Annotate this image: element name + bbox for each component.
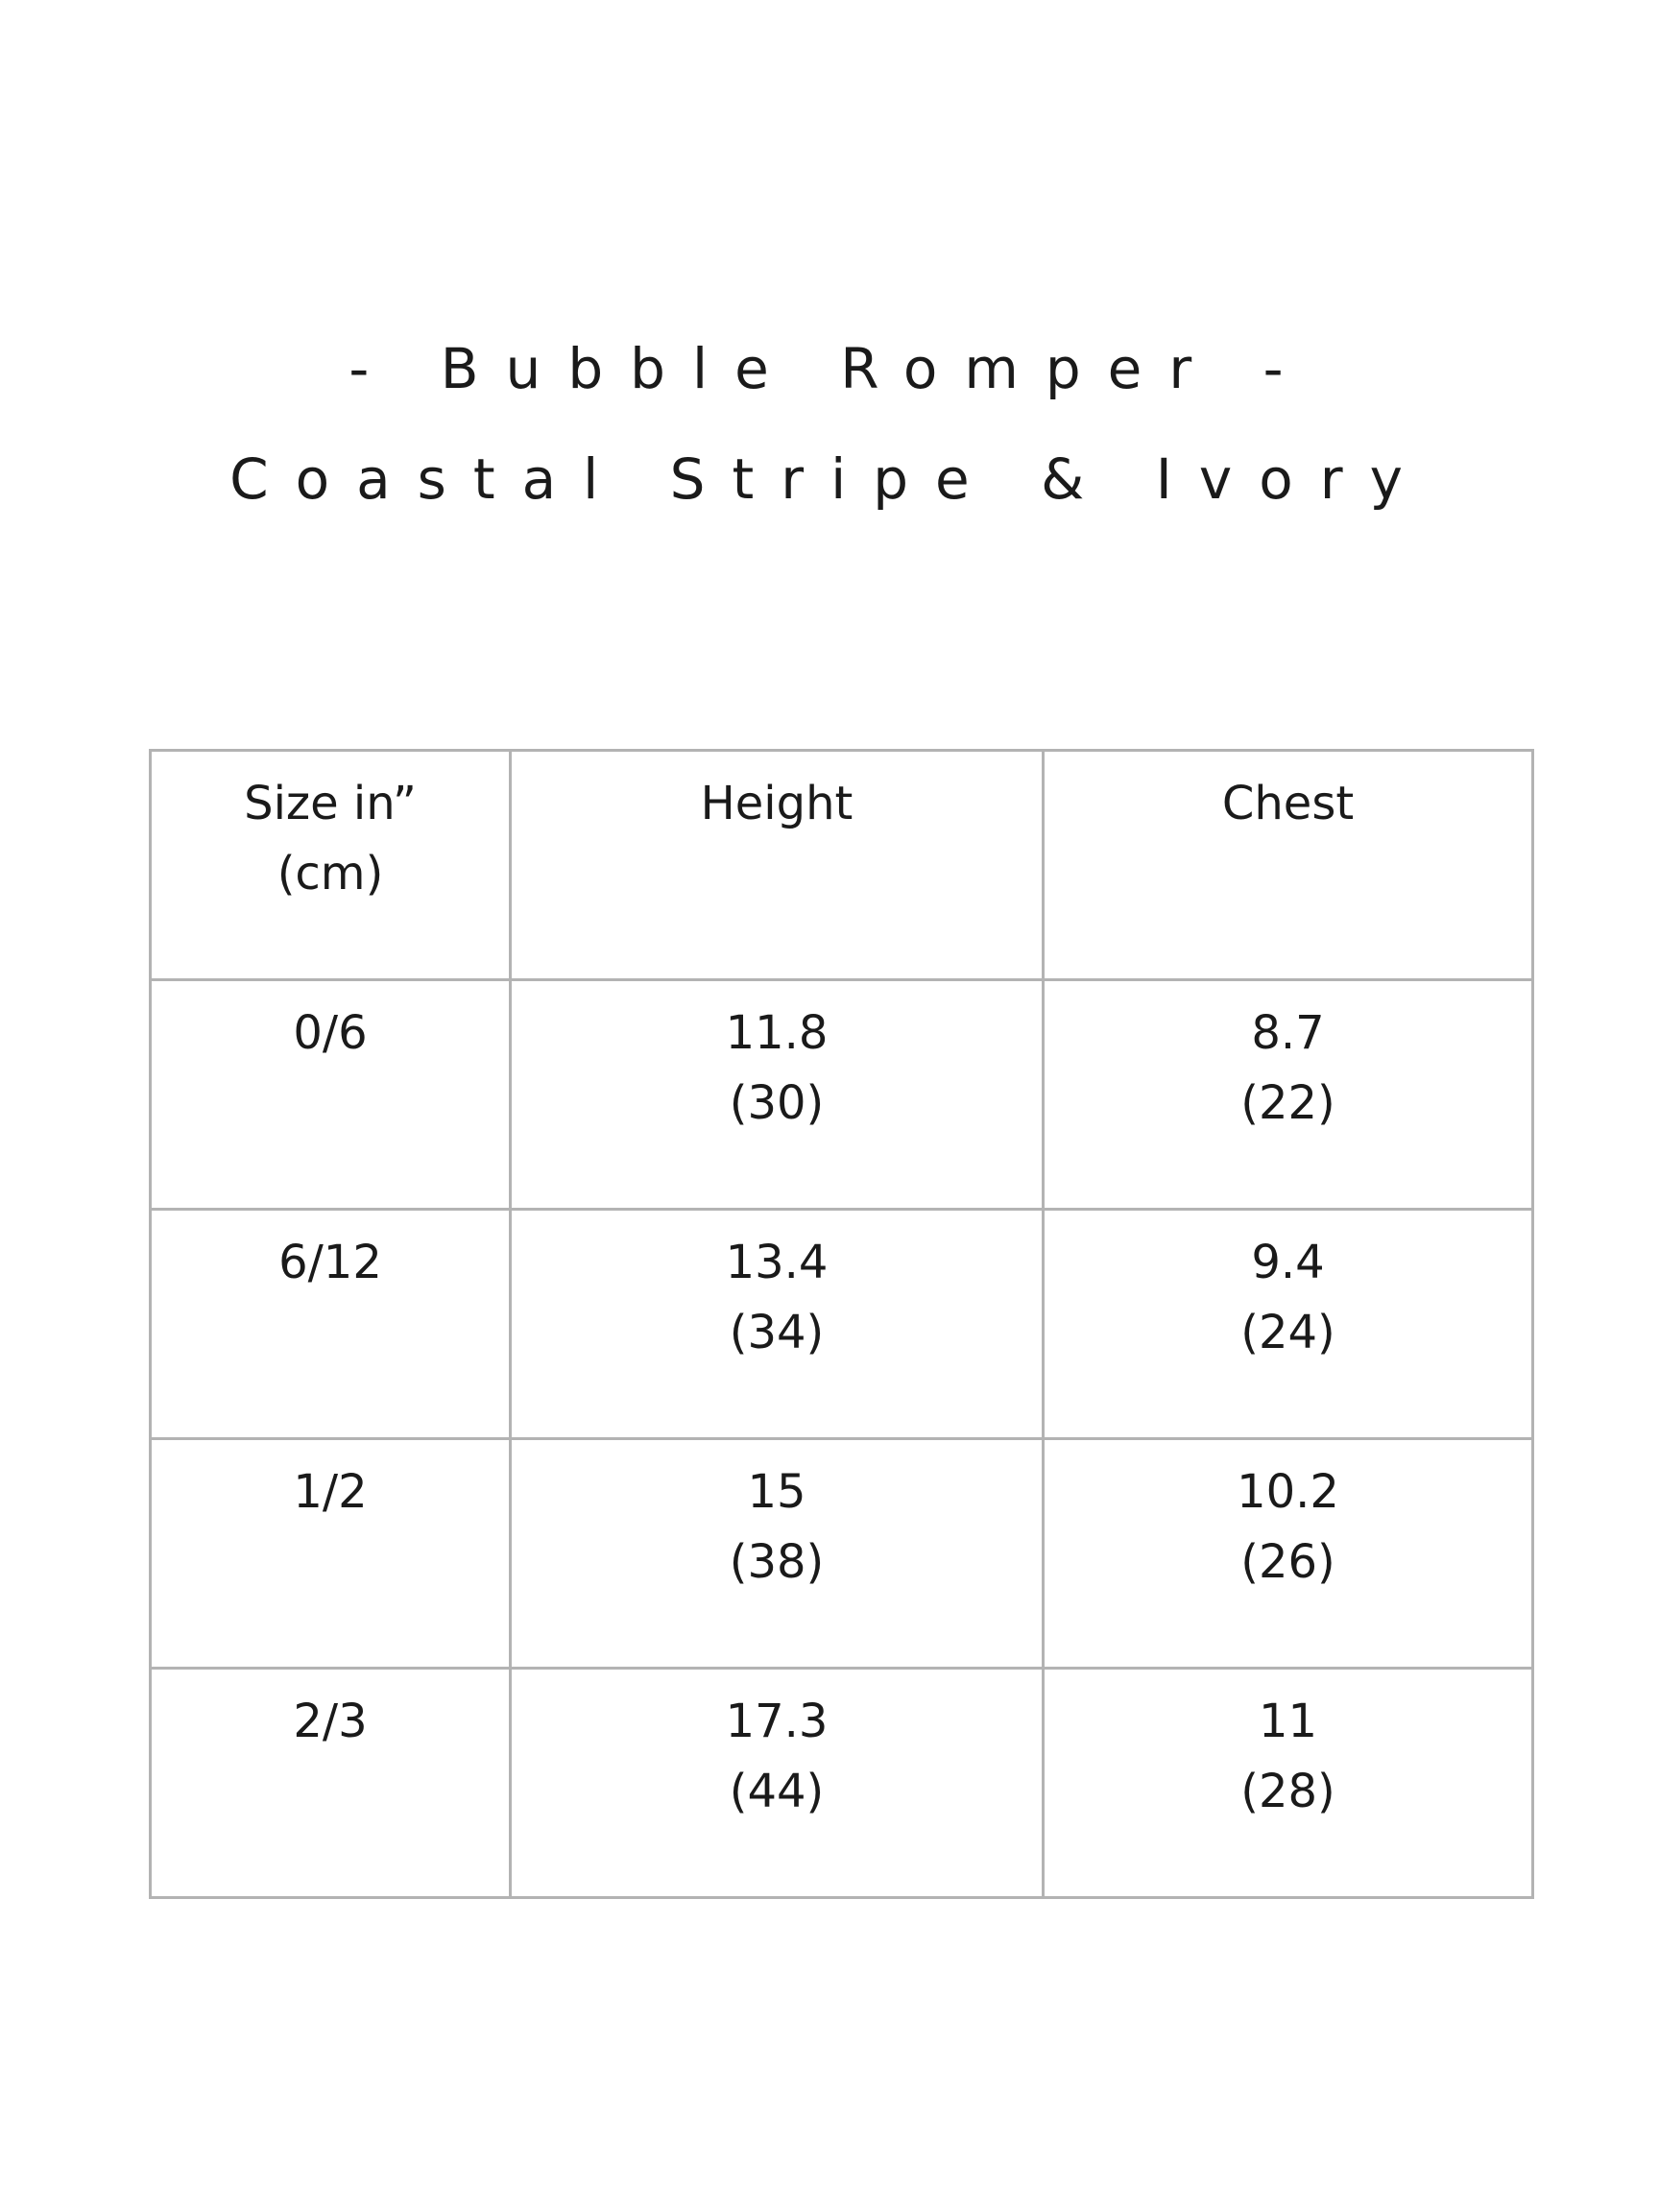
height-inches: 17.3 xyxy=(725,1695,829,1748)
height-cell xyxy=(511,1669,1044,1898)
size-value: 1/2 xyxy=(293,1465,368,1519)
chest-cell xyxy=(1044,1669,1533,1898)
size-cell xyxy=(151,1210,511,1439)
chest-cell xyxy=(1044,1210,1533,1439)
header-size-label: Size in” xyxy=(244,777,417,830)
height-cm: (38) xyxy=(729,1535,825,1589)
chest-cm: (24) xyxy=(1240,1306,1335,1359)
chest-inches: 9.4 xyxy=(1251,1236,1325,1289)
header-size-unit: (cm) xyxy=(276,847,384,901)
size-value: 0/6 xyxy=(293,1006,368,1060)
header-cell-height xyxy=(511,751,1044,980)
size-value: 6/12 xyxy=(278,1236,382,1289)
product-subtitle: Coastal Stripe & Ivory xyxy=(229,446,1430,512)
height-cm: (30) xyxy=(729,1076,825,1130)
table-header-row xyxy=(151,751,1533,980)
table-row xyxy=(151,1210,1533,1439)
table-row xyxy=(151,1669,1533,1898)
height-cell xyxy=(511,1439,1044,1669)
height-inches: 15 xyxy=(747,1465,806,1519)
table-row xyxy=(151,980,1533,1210)
height-cm: (34) xyxy=(729,1306,825,1359)
size-cell xyxy=(151,1439,511,1669)
chest-inches: 8.7 xyxy=(1251,1006,1325,1060)
size-value: 2/3 xyxy=(293,1695,368,1748)
size-cell xyxy=(151,980,511,1210)
chest-cm: (26) xyxy=(1240,1535,1335,1589)
chest-cm: (28) xyxy=(1240,1765,1335,1818)
header-height-label: Height xyxy=(700,777,854,830)
height-cm: (44) xyxy=(729,1765,825,1818)
header-cell-size xyxy=(151,751,511,980)
product-title: - Bubble Romper - xyxy=(349,336,1310,401)
chest-inches: 10.2 xyxy=(1237,1465,1339,1519)
chest-cm: (22) xyxy=(1240,1076,1335,1130)
header-cell-chest xyxy=(1044,751,1533,980)
chest-inches: 11 xyxy=(1258,1695,1318,1748)
chest-cell xyxy=(1044,980,1533,1210)
height-cell xyxy=(511,980,1044,1210)
height-inches: 11.8 xyxy=(725,1006,829,1060)
height-inches: 13.4 xyxy=(725,1236,829,1289)
size-chart-table xyxy=(149,749,1534,1899)
chest-cell xyxy=(1044,1439,1533,1669)
height-cell xyxy=(511,1210,1044,1439)
size-cell xyxy=(151,1669,511,1898)
header-chest-label: Chest xyxy=(1221,777,1355,830)
table-row xyxy=(151,1439,1533,1669)
